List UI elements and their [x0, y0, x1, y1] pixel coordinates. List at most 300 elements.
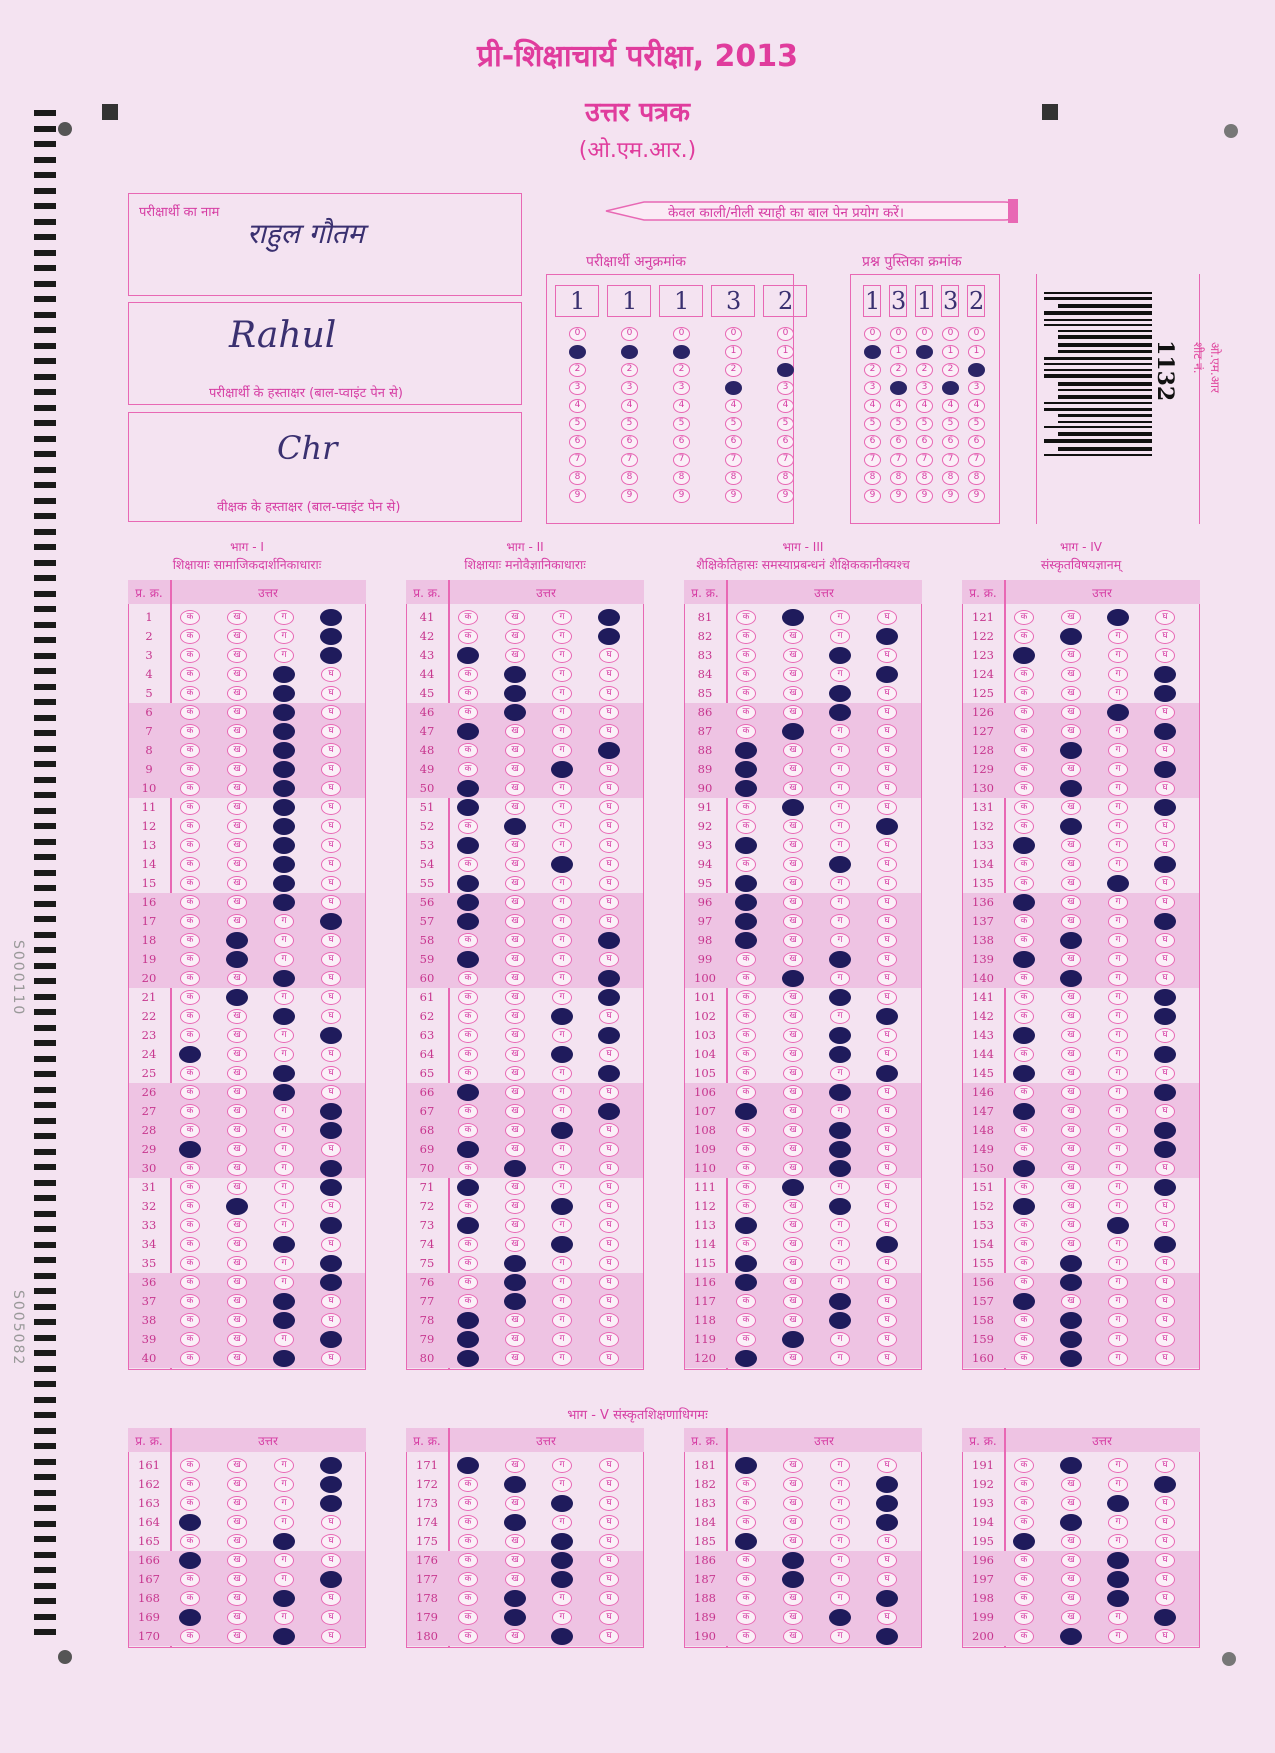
question-number: 155 — [972, 1256, 994, 1270]
option-bubble — [1154, 723, 1176, 740]
option-bubble: घ — [321, 1610, 341, 1625]
option-bubble: क — [180, 648, 200, 663]
option-bubble: क — [736, 1123, 756, 1138]
option-bubble: घ — [877, 971, 897, 986]
option-bubble: ग — [274, 1496, 294, 1511]
option-bubble — [1154, 913, 1176, 930]
option-bubble — [1060, 970, 1082, 987]
question-number: 14 — [141, 857, 157, 871]
digit-bubble: 4 — [569, 399, 586, 413]
option-bubble — [551, 1495, 573, 1512]
option-bubble — [735, 875, 757, 892]
option-bubble: ख — [505, 990, 525, 1005]
option-bubble: ग — [1108, 990, 1128, 1005]
option-bubble — [1060, 1331, 1082, 1348]
option-bubble: ख — [227, 724, 247, 739]
question-number: 133 — [972, 838, 994, 852]
question-number: 174 — [416, 1515, 438, 1529]
option-bubble: ग — [1108, 667, 1128, 682]
option-bubble: ख — [227, 914, 247, 929]
option-bubble: क — [458, 762, 478, 777]
digit-bubble: 7 — [916, 453, 933, 467]
option-bubble: घ — [1155, 1104, 1175, 1119]
timing-mark — [34, 1552, 56, 1558]
option-bubble: ख — [1061, 1477, 1081, 1492]
question-number: 72 — [419, 1199, 435, 1213]
option-bubble: ग — [830, 667, 850, 682]
question-number: 98 — [697, 933, 713, 947]
option-bubble: ग — [274, 1477, 294, 1492]
question-number: 56 — [419, 895, 435, 909]
question-number: 22 — [141, 1009, 157, 1023]
option-bubble: क — [458, 1256, 478, 1271]
timing-mark — [34, 1242, 56, 1248]
digit-bubble: 3 — [916, 381, 933, 395]
option-bubble: ग — [274, 990, 294, 1005]
barcode-bar — [1044, 369, 1152, 371]
option-bubble: क — [180, 1199, 200, 1214]
question-number: 186 — [694, 1553, 716, 1567]
option-bubble: क — [180, 1496, 200, 1511]
question-number: 168 — [138, 1591, 160, 1605]
option-bubble: ख — [783, 857, 803, 872]
option-bubble: घ — [877, 1610, 897, 1625]
option-bubble: घ — [1155, 1591, 1175, 1606]
question-number: 106 — [694, 1085, 716, 1099]
option-bubble — [1013, 1065, 1035, 1082]
digit-bubble: 4 — [725, 399, 742, 413]
option-bubble: घ — [599, 1218, 619, 1233]
option-bubble: ख — [1061, 895, 1081, 910]
option-bubble: घ — [1155, 838, 1175, 853]
option-bubble: ख — [783, 1275, 803, 1290]
option-bubble: ख — [783, 1199, 803, 1214]
option-bubble: ख — [227, 838, 247, 853]
digit-bubble: 0 — [968, 327, 985, 341]
question-number: 97 — [697, 914, 713, 928]
option-bubble: ग — [830, 971, 850, 986]
option-bubble — [876, 1590, 898, 1607]
option-bubble: घ — [1155, 895, 1175, 910]
option-bubble — [1154, 1236, 1176, 1253]
digit-bubble: 7 — [621, 453, 638, 467]
option-bubble: घ — [1155, 610, 1175, 625]
timing-mark — [34, 1118, 56, 1124]
question-number: 54 — [419, 857, 435, 871]
timing-mark — [34, 1614, 56, 1620]
timing-mark — [34, 746, 56, 752]
option-bubble — [1013, 1027, 1035, 1044]
timing-mark — [34, 1040, 56, 1046]
option-bubble: घ — [877, 762, 897, 777]
timing-mark — [34, 560, 56, 566]
digit-entry-value: 3 — [726, 287, 742, 315]
option-bubble: ग — [1108, 838, 1128, 853]
digit-entry-value: 1 — [674, 287, 690, 315]
option-bubble: ग — [830, 1629, 850, 1644]
option-bubble: ग — [274, 1104, 294, 1119]
timing-mark — [34, 932, 56, 938]
digit-bubble: 7 — [725, 453, 742, 467]
option-bubble: घ — [599, 762, 619, 777]
timing-mark — [34, 1180, 56, 1186]
question-number: 12 — [141, 819, 157, 833]
timing-mark — [34, 1598, 56, 1604]
option-bubble — [320, 1274, 342, 1291]
option-bubble: ख — [783, 952, 803, 967]
option-bubble: घ — [321, 933, 341, 948]
option-bubble: ग — [1108, 1515, 1128, 1530]
digit-bubble: 6 — [777, 435, 794, 449]
option-bubble: क — [458, 1496, 478, 1511]
option-bubble: ग — [830, 1351, 850, 1366]
question-number: 161 — [138, 1458, 160, 1472]
question-number: 90 — [697, 781, 713, 795]
digit-entry-value: 1 — [865, 287, 881, 315]
question-number: 73 — [419, 1218, 435, 1232]
candidate-name-box — [128, 193, 522, 296]
question-number: 1 — [145, 610, 153, 624]
digit-bubble: 8 — [725, 471, 742, 485]
question-number: 178 — [416, 1591, 438, 1605]
option-bubble: ग — [1108, 1477, 1128, 1492]
option-bubble: ख — [227, 1515, 247, 1530]
option-bubble: ख — [227, 1161, 247, 1176]
option-bubble: ग — [1108, 1066, 1128, 1081]
digit-bubble: 8 — [968, 471, 985, 485]
timing-mark — [34, 1102, 56, 1108]
timing-mark — [34, 653, 56, 659]
option-bubble: घ — [599, 1275, 619, 1290]
option-bubble: घ — [599, 1591, 619, 1606]
option-bubble: घ — [1155, 971, 1175, 986]
option-bubble: ख — [1061, 800, 1081, 815]
timing-mark — [34, 792, 56, 798]
question-number: 93 — [697, 838, 713, 852]
option-bubble — [876, 1495, 898, 1512]
option-bubble: क — [458, 1199, 478, 1214]
option-bubble: ग — [552, 781, 572, 796]
option-bubble: घ — [1155, 1458, 1175, 1473]
option-bubble: घ — [877, 1351, 897, 1366]
option-bubble: क — [458, 743, 478, 758]
timing-mark — [34, 1536, 56, 1542]
question-number: 23 — [141, 1028, 157, 1042]
question-number: 160 — [972, 1351, 994, 1365]
option-bubble: घ — [599, 1009, 619, 1024]
option-bubble: घ — [321, 1553, 341, 1568]
option-bubble — [504, 1514, 526, 1531]
option-bubble: क — [180, 1009, 200, 1024]
option-bubble: क — [736, 629, 756, 644]
option-bubble: क — [458, 1553, 478, 1568]
option-bubble — [273, 723, 295, 740]
option-bubble: ग — [830, 819, 850, 834]
option-bubble: ग — [1108, 1180, 1128, 1195]
option-bubble — [179, 1514, 201, 1531]
option-bubble: क — [180, 1313, 200, 1328]
option-bubble: ख — [1061, 1572, 1081, 1587]
digit-bubble: 5 — [777, 417, 794, 431]
option-bubble: क — [736, 1199, 756, 1214]
timing-mark — [34, 715, 56, 721]
option-bubble — [598, 1103, 620, 1120]
question-number: 58 — [419, 933, 435, 947]
section-title: शैक्षिकेतिहासः समस्याप्रबन्धनं शैक्षिककानीक्यश्च — [696, 557, 910, 572]
option-bubble: क — [736, 1496, 756, 1511]
option-bubble: घ — [877, 895, 897, 910]
question-number: 74 — [419, 1237, 435, 1251]
option-bubble: ग — [830, 1458, 850, 1473]
option-bubble: क — [736, 1477, 756, 1492]
question-number: 70 — [419, 1161, 435, 1175]
option-bubble: ख — [783, 1515, 803, 1530]
timing-mark — [34, 327, 56, 333]
option-bubble: घ — [321, 686, 341, 701]
option-bubble: ग — [274, 1199, 294, 1214]
option-bubble: घ — [599, 724, 619, 739]
barcode-bar — [1044, 363, 1152, 365]
option-bubble: क — [736, 1313, 756, 1328]
question-number: 78 — [419, 1313, 435, 1327]
question-number: 71 — [419, 1180, 435, 1194]
option-bubble: क — [736, 1610, 756, 1625]
timing-mark — [34, 1335, 56, 1341]
option-bubble: घ — [877, 1161, 897, 1176]
pen-instruction — [604, 196, 1024, 226]
option-bubble: क — [736, 952, 756, 967]
option-bubble: ख — [227, 610, 247, 625]
question-number: 16 — [141, 895, 157, 909]
question-number: 135 — [972, 876, 994, 890]
option-bubble — [273, 742, 295, 759]
timing-mark — [34, 358, 56, 364]
option-bubble: घ — [599, 1161, 619, 1176]
option-bubble: ग — [274, 1161, 294, 1176]
option-bubble — [320, 609, 342, 626]
option-bubble: ग — [552, 629, 572, 644]
timing-mark — [34, 1629, 56, 1635]
digit-bubble: 3 — [864, 381, 881, 395]
option-bubble: ग — [552, 1275, 572, 1290]
question-number: 196 — [972, 1553, 994, 1567]
option-bubble: क — [458, 1066, 478, 1081]
digit-bubble: 5 — [942, 417, 959, 431]
option-bubble: घ — [1155, 1572, 1175, 1587]
option-bubble: घ — [321, 1591, 341, 1606]
question-number: 159 — [972, 1332, 994, 1346]
question-number: 117 — [694, 1294, 716, 1308]
option-bubble — [273, 685, 295, 702]
option-bubble: क — [1014, 629, 1034, 644]
timing-mark — [34, 1149, 56, 1155]
timing-mark — [34, 947, 56, 953]
question-number: 171 — [416, 1458, 438, 1472]
option-bubble: घ — [1155, 1199, 1175, 1214]
option-bubble: ख — [783, 629, 803, 644]
option-bubble: घ — [1155, 1496, 1175, 1511]
digit-bubble: 5 — [569, 417, 586, 431]
option-bubble — [179, 1141, 201, 1158]
option-bubble — [598, 1027, 620, 1044]
roll-label: परीक्षार्थी अनुक्रमांक — [586, 254, 686, 270]
option-bubble — [273, 1590, 295, 1607]
option-bubble: घ — [321, 743, 341, 758]
option-bubble: ख — [505, 724, 525, 739]
option-bubble: ख — [783, 1477, 803, 1492]
option-bubble: ख — [227, 1332, 247, 1347]
timing-mark — [34, 1428, 56, 1434]
option-bubble — [504, 685, 526, 702]
option-bubble: क — [1014, 990, 1034, 1005]
barcode-bar — [1058, 395, 1152, 399]
option-bubble: क — [736, 610, 756, 625]
digit-bubble: 7 — [673, 453, 690, 467]
option-bubble: घ — [321, 1199, 341, 1214]
timing-mark — [34, 250, 56, 256]
candidate-signature-label: परीक्षार्थी के हस्ताक्षर (बाल-प्वाइंट पेन से) — [209, 386, 403, 401]
question-number: 190 — [694, 1629, 716, 1643]
option-bubble: ग — [274, 610, 294, 625]
option-bubble: क — [180, 762, 200, 777]
option-bubble: ख — [783, 1496, 803, 1511]
timing-mark — [34, 544, 56, 550]
option-bubble: क — [458, 1534, 478, 1549]
answer-header: उत्तर — [814, 1434, 834, 1448]
question-number: 194 — [972, 1515, 994, 1529]
option-bubble: ख — [505, 1009, 525, 1024]
option-bubble: ख — [505, 895, 525, 910]
question-number: 60 — [419, 971, 435, 985]
option-bubble: क — [736, 724, 756, 739]
option-bubble: क — [180, 1066, 200, 1081]
question-number: 119 — [694, 1332, 716, 1346]
option-bubble: ग — [552, 800, 572, 815]
option-bubble: क — [458, 971, 478, 986]
timing-mark — [34, 1025, 56, 1031]
option-bubble — [1107, 1590, 1129, 1607]
option-bubble: घ — [321, 1009, 341, 1024]
candidate-name-label: परीक्षार्थी का नाम — [139, 205, 220, 220]
question-number: 197 — [972, 1572, 994, 1586]
option-bubble: ग — [274, 648, 294, 663]
question-number: 52 — [419, 819, 435, 833]
option-bubble — [735, 913, 757, 930]
digit-bubble: 5 — [621, 417, 638, 431]
timing-mark — [34, 234, 56, 240]
option-bubble: क — [458, 1610, 478, 1625]
option-bubble: क — [1014, 1629, 1034, 1644]
question-number: 142 — [972, 1009, 994, 1023]
registration-dot — [1222, 1652, 1236, 1666]
option-bubble — [829, 685, 851, 702]
option-bubble: ख — [505, 800, 525, 815]
option-bubble: क — [1014, 781, 1034, 796]
option-bubble: ख — [227, 1142, 247, 1157]
option-bubble: क — [1014, 610, 1034, 625]
option-bubble: क — [1014, 724, 1034, 739]
omr-sheet-label: ओ.एम.आर शीट नं. — [1191, 342, 1222, 393]
option-bubble — [735, 780, 757, 797]
digit-bubble: 1 — [942, 345, 959, 359]
option-bubble: क — [180, 1591, 200, 1606]
qno-header: प्र. क्र. — [135, 1434, 163, 1448]
option-bubble — [457, 1350, 479, 1367]
option-bubble: घ — [877, 933, 897, 948]
timing-mark — [34, 1009, 56, 1015]
option-bubble: ग — [830, 781, 850, 796]
question-number: 101 — [694, 990, 716, 1004]
option-bubble: क — [180, 1104, 200, 1119]
option-bubble: घ — [321, 1066, 341, 1081]
option-bubble: क — [1014, 1515, 1034, 1530]
option-bubble — [320, 1027, 342, 1044]
option-bubble: क — [180, 781, 200, 796]
option-bubble: क — [1014, 971, 1034, 986]
option-bubble — [1060, 1628, 1082, 1645]
digit-bubble — [673, 345, 690, 359]
question-number: 83 — [697, 648, 713, 662]
question-number: 143 — [972, 1028, 994, 1042]
option-bubble: ग — [830, 1180, 850, 1195]
question-number: 9 — [145, 762, 153, 776]
timing-mark — [34, 1366, 56, 1372]
barcode-bar — [1044, 292, 1152, 294]
digit-bubble: 6 — [864, 435, 881, 449]
option-bubble — [504, 1476, 526, 1493]
option-bubble: ख — [1061, 762, 1081, 777]
option-bubble — [1060, 1312, 1082, 1329]
barcode-bar — [1044, 324, 1152, 326]
option-bubble: ग — [1108, 800, 1128, 815]
option-bubble — [320, 628, 342, 645]
option-bubble — [273, 704, 295, 721]
digit-bubble: 6 — [725, 435, 742, 449]
qno-header: प्र. क्र. — [969, 586, 997, 600]
section-part-label: भाग - IV — [1059, 540, 1102, 554]
option-bubble: घ — [321, 876, 341, 891]
option-bubble: क — [458, 1237, 478, 1252]
option-bubble: ख — [505, 1458, 525, 1473]
option-bubble: घ — [877, 1218, 897, 1233]
option-bubble: क — [1014, 819, 1034, 834]
question-number: 169 — [138, 1610, 160, 1624]
option-bubble — [829, 989, 851, 1006]
option-bubble — [1107, 1217, 1129, 1234]
option-bubble: घ — [599, 686, 619, 701]
timing-mark — [34, 265, 56, 271]
barcode-bar — [1044, 439, 1152, 443]
option-bubble: क — [180, 895, 200, 910]
option-bubble: ख — [1061, 1123, 1081, 1138]
option-bubble — [273, 1628, 295, 1645]
option-bubble — [320, 647, 342, 664]
option-bubble — [598, 628, 620, 645]
barcode-bar — [1044, 454, 1152, 456]
question-number: 35 — [141, 1256, 157, 1270]
option-bubble: ग — [552, 1085, 572, 1100]
option-bubble: घ — [599, 1199, 619, 1214]
option-bubble: ख — [1061, 1218, 1081, 1233]
question-number: 3 — [145, 648, 153, 662]
option-bubble — [273, 818, 295, 835]
option-bubble — [598, 932, 620, 949]
option-bubble: ख — [783, 762, 803, 777]
option-bubble: घ — [321, 1294, 341, 1309]
qno-header: प्र. क्र. — [691, 1434, 719, 1448]
option-bubble: घ — [877, 1275, 897, 1290]
barcode-bar — [1058, 330, 1152, 332]
